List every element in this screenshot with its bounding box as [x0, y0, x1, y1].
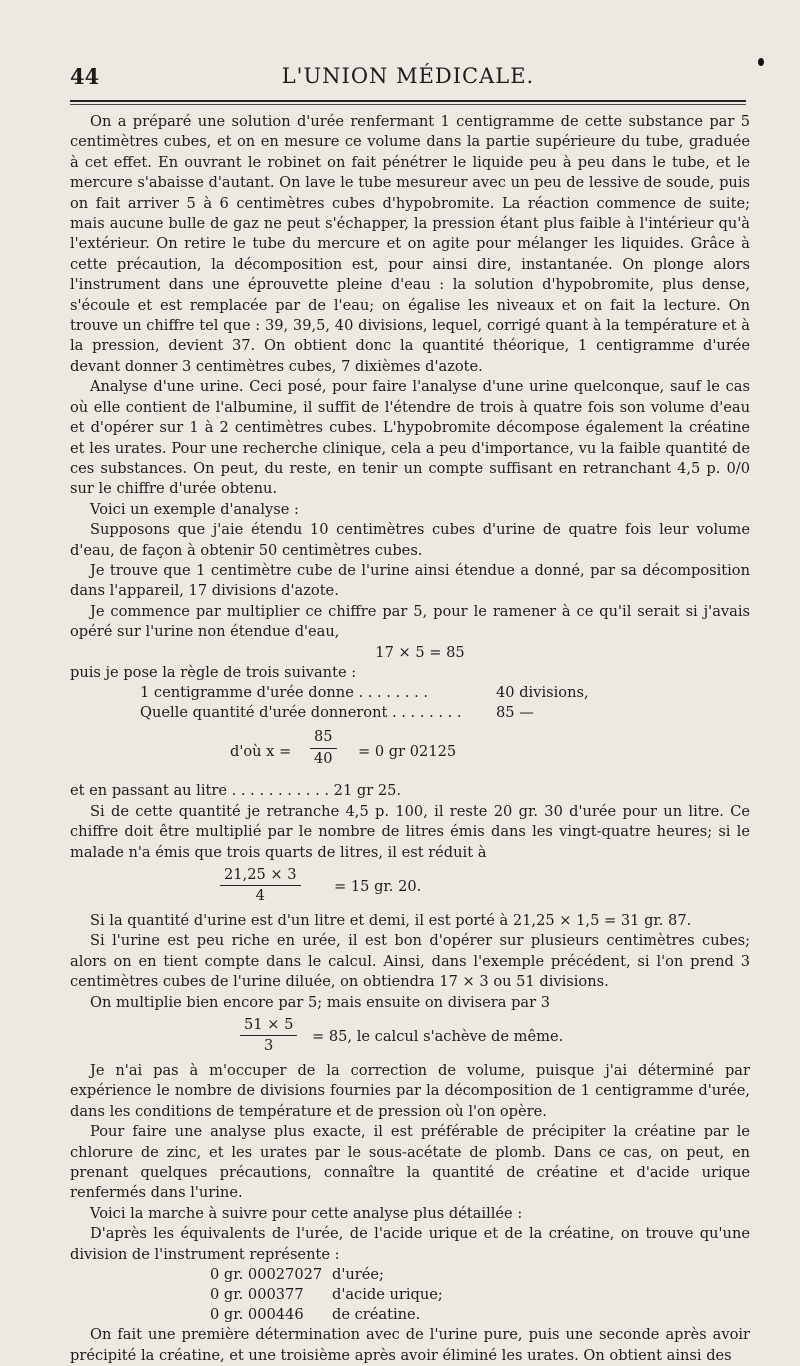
rule-value: 85 —: [496, 704, 534, 722]
denominator: 40: [314, 749, 333, 767]
equivalent-value: 0 gr. 000377: [210, 1286, 304, 1304]
equation-text: = 85, le calcul s'achève de même.: [312, 1028, 564, 1046]
numerator: 21,25 × 3: [220, 865, 301, 886]
rule-of-three-line: [70, 683, 750, 703]
equation-fraction: [70, 863, 750, 911]
paragraph: puis je pose la règle de trois suivante :: [70, 663, 357, 681]
equation-fraction: [70, 1013, 750, 1061]
paragraph: Si la quantité d'urine est d'un litre et demi, il est porté à 21,25 × 1,5 = 31 gr. 87.: [90, 912, 692, 929]
paragraph: On multiplie bien encore par 5; mais ensuite on divisera par 3: [90, 993, 551, 1011]
equation-text: = 0 gr 02125: [358, 743, 457, 761]
numerator: 51 × 5: [240, 1015, 297, 1036]
equivalent-value: 0 gr. 00027027: [210, 1266, 323, 1284]
paragraph: Supposons que j'aie étendu 10 centimètres cubes d'urine de quatre fois leur volume d'eau, de façon à obtenir 50 centimètres cubes.: [70, 521, 750, 559]
paragraph: Pour faire une analyse plus exacte, il est préférable de précipiter la créatine par le chlorure de zinc, et les urates par le sous-acétate de plomb. Dans ce cas, on peut, en prenant quelques précautions, connaître la quantité de créatine et d'acide urique renfermés dans l'urine.: [70, 1123, 750, 1202]
fraction: [310, 727, 337, 769]
paragraph: Si l'urine est peu riche en urée, il est bon d'opérer sur plusieurs centimètres cubes; alors on en tient compte dans le calcul. Ainsi, dans l'exemple précédent, si l'on prend 3 centimètres cubes de l'urine diluée, on obtiendra 17 × 3 ou 51 divisions.: [70, 932, 750, 991]
ink-spot: [758, 58, 764, 66]
rule-of-three-line: [70, 703, 750, 723]
equation-text: = 15 gr. 20.: [334, 878, 422, 895]
equation: 17 × 5 = 85: [375, 643, 465, 661]
equivalent-value: 0 gr. 000446: [210, 1306, 304, 1324]
paragraph: Voici un exemple d'analyse :: [90, 500, 299, 518]
equivalent-line: [70, 1265, 750, 1285]
equivalent-line: [70, 1305, 750, 1325]
denominator: 3: [264, 1037, 274, 1055]
equivalent-label: d'acide urique;: [332, 1286, 443, 1304]
rule-value: 40 divisions,: [496, 684, 589, 702]
equivalent-label: d'urée;: [332, 1266, 384, 1284]
paragraph: On fait une première détermination avec de l'urine pure, puis une seconde après avoir précipité la créatine, et une troisième après avoir éliminé les urates. On obtient ainsi des: [70, 1326, 750, 1364]
header-rule-thin: [70, 104, 746, 105]
equivalent-line: [70, 1285, 750, 1305]
paragraph: Analyse d'une urine. Ceci posé, pour faire l'analyse d'une urine quelconque, sauf le cas où elle contient de l'albumine, il suffit de l'étendre de trois à quatre fois son volume d'eau et d'opérer sur 1 à 2 centimètres cubes. L'hypobromite décompose également la créatine et les urates. Pour une recherche clinique, cela a peu d'importance, vu la faible quantité de ces substances. On peut, du reste, en tenir un compte suffisant en retranchant 4,5 p. 0/0 sur le chiffre d'urée obtenu.: [70, 378, 750, 498]
rule-text: 1 centigramme d'urée donne . . . . . . . .: [140, 684, 429, 702]
paragraph: Je commence par multiplier ce chiffre par 5, pour le ramener à ce qu'il serait si j'avais opéré sur l'urine non étendue d'eau,: [70, 602, 750, 641]
denominator: 4: [255, 887, 265, 905]
fraction: [240, 1015, 297, 1057]
fraction: [220, 865, 301, 907]
equivalent-label: de créatine.: [332, 1306, 421, 1324]
header-rule: [70, 100, 746, 102]
article-body: [70, 112, 750, 1366]
paragraph: Si de cette quantité je retranche 4,5 p. 100, il reste 20 gr. 30 d'urée pour un litre. Ce chiffre doit être multiplié par le nombre de litres émis dans les vingt-quatre heures; si le malade n'a émis que trois quarts de litres, il est réduit à: [70, 802, 750, 861]
paragraph: Voici la marche à suivre pour cette analyse plus détaillée :: [90, 1204, 523, 1222]
equation-text: d'où x =: [230, 743, 292, 761]
page-number: 44: [70, 64, 100, 89]
rule-text: Quelle quantité d'urée donneront . . . . . . . .: [140, 704, 462, 722]
paragraph: Je n'ai pas à m'occuper de la correction de volume, puisque j'ai déterminé par expérience le nombre de divisions fournies par la décomposition de 1 centigramme d'urée, dans les conditions de température et de pression où l'on opère.: [70, 1062, 750, 1120]
paragraph: Je trouve que 1 centimètre cube de l'urine ainsi étendue a donné, par sa décomposition dans l'appareil, 17 divisions d'azote.: [70, 561, 750, 600]
paragraph: D'après les équivalents de l'urée, de l'acide urique et de la créatine, on trouve qu'une division de l'instrument représente :: [70, 1225, 750, 1263]
paragraph: On a préparé une solution d'urée renfermant 1 centigramme de cette substance par 5 centimètres cubes, et on en mesure ce volume dans la partie supérieure du tube, graduée à cet effet. En ouvrant le robinet on fait pénétrer le liquide peu à peu dans le tube, et le mercure s'abaisse d'autant. On lave le tube mesureur avec un peu de lessive de soude, puis on fait arriver 5 à 6 centimètres cubes d'hypobromite. La réaction commence de suite; mais aucune bulle de gaz ne peut s'échapper, la pression étant plus faible à l'intérieur qu'à l'extérieur. On retire le tube du mercure et on agite pour mélanger les liquides. Grâce à cette précaution, la décomposition est, pour ainsi dire, instantanée. On plonge alors l'instrument dans une éprouvette pleine d'eau : la solution d'hypobromite, plus dense, s'écoule et est remplacée par de l'eau; on égalise les niveaux et on fait la lecture. On trouve un chiffre tel que : 39, 39,5, 40 divisions, lequel, corrigé quant à la température et à la pression, devient 37. On obtient donc la quantité théorique, 1 centigramme d'urée devant donner 3 centimètres cubes, 7 dixièmes d'azote.: [70, 113, 750, 375]
running-title: L'UNION MÉDICALE.: [281, 64, 535, 88]
paragraph: et en passant au litre . . . . . . . . . . . 21 gr 25.: [70, 782, 402, 800]
page-header: [70, 64, 746, 94]
numerator: 85: [310, 727, 337, 748]
equation-fraction: [70, 723, 750, 781]
